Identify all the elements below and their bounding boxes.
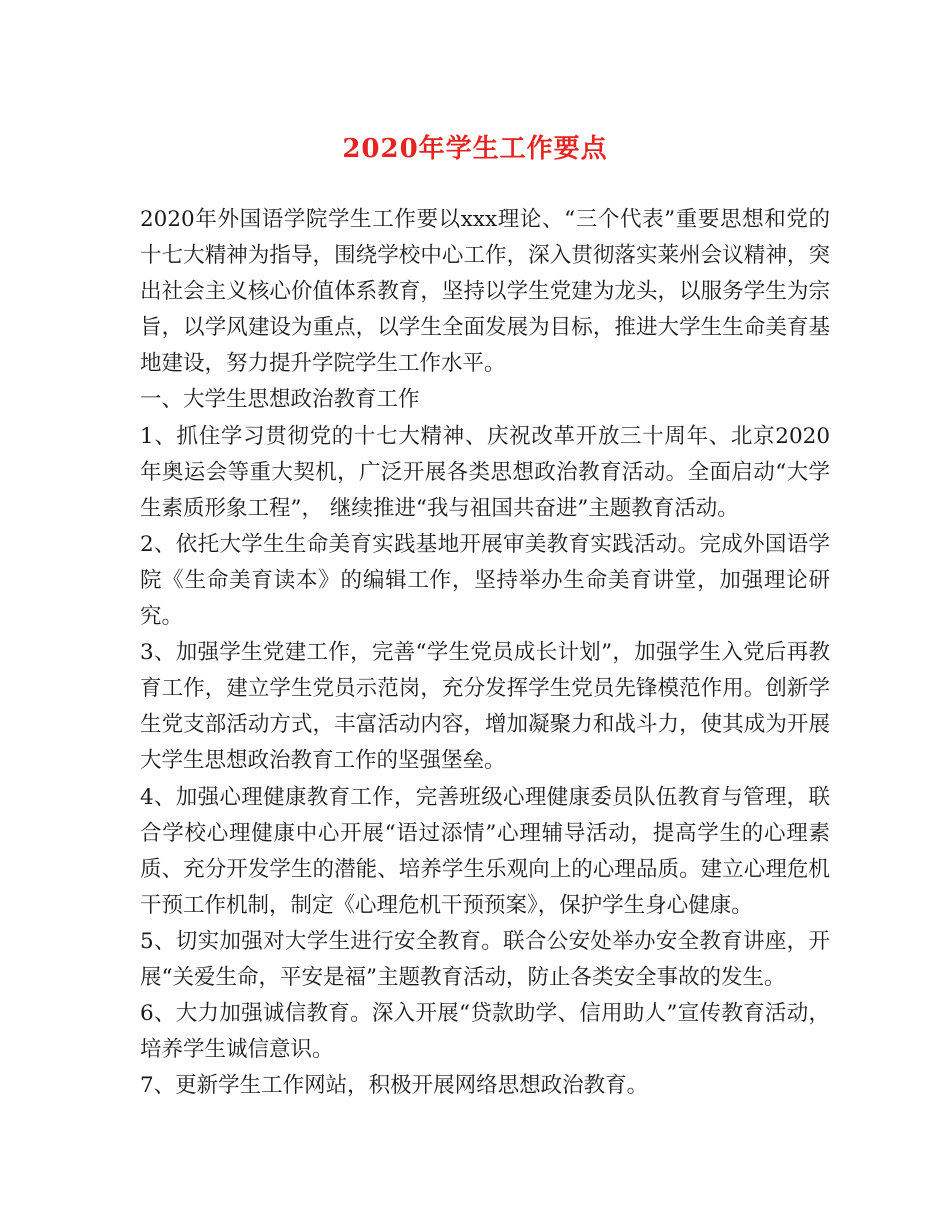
list-item-7: 7、更新学生工作网站，积极开展网络思想政治教育。 [140,1073,649,1099]
list-item-6: 6、大力加强诚信教育。深入开展“贷款助学、信用助人”宣传教育活动，培养学生诚信意识。 [140,1001,830,1063]
list-item-5: 5、切实加强对大学生进行安全教育。联合公安处举办安全教育讲座，开展“关爱生命，平安是福”主题教育活动，防止各类安全事故的发生。 [140,928,830,990]
section-heading: 一、大学生思想政治教育工作 [140,387,420,413]
list-item-4: 4、加强心理健康教育工作，完善班级心理健康委员队伍教育与管理，联合学校心理健康中心开展“语过添情”心理辅导活动，提高学生的心理素质、充分开发学生的潜能、培养学生乐观向上的心理品质。建立心理危机干预工作机制，制定《心理危机干预预案》，保护学生身心健康。 [140,784,830,918]
intro-paragraph: 2020年外国语学院学生工作要以xxx理论、“三个代表”重要思想和党的十七大精神为指导，围绕学校中心工作，深入贯彻落实莱州会议精神，突出社会主义核心价值体系教育，坚持以学生党建为龙头，以服务学生为宗旨，以学风建设为重点，以学生全面发展为目标，推进大学生生命美育基地建设，努力提升学院学生工作水平。 [140,207,830,377]
document-body [140,202,830,1104]
list-item-1: 1、抓住学习贯彻党的十七大精神、庆祝改革开放三十周年、北京2020年奥运会等重大契机，广泛开展各类思想政治教育活动。全面启动“大学生素质形象工程”， 继续推进“我与祖国共奋进”主题教育活动。 [140,423,830,521]
list-item-3: 3、加强学生党建工作，完善“学生党员成长计划”，加强学生入党后再教育工作，建立学生党员示范岗，充分发挥学生党员先锋模范作用。创新学生党支部活动方式，丰富活动内容，增加凝聚力和战斗力，使其成为开展大学生思想政治教育工作的坚强堡垒。 [140,640,830,774]
document-title: 2020年学生工作要点 [342,134,608,164]
list-item-2: 2、依托大学生生命美育实践基地开展审美教育实践活动。完成外国语学院《生命美育读本》的编辑工作，坚持举办生命美育讲堂，加强理论研究。 [140,531,830,630]
